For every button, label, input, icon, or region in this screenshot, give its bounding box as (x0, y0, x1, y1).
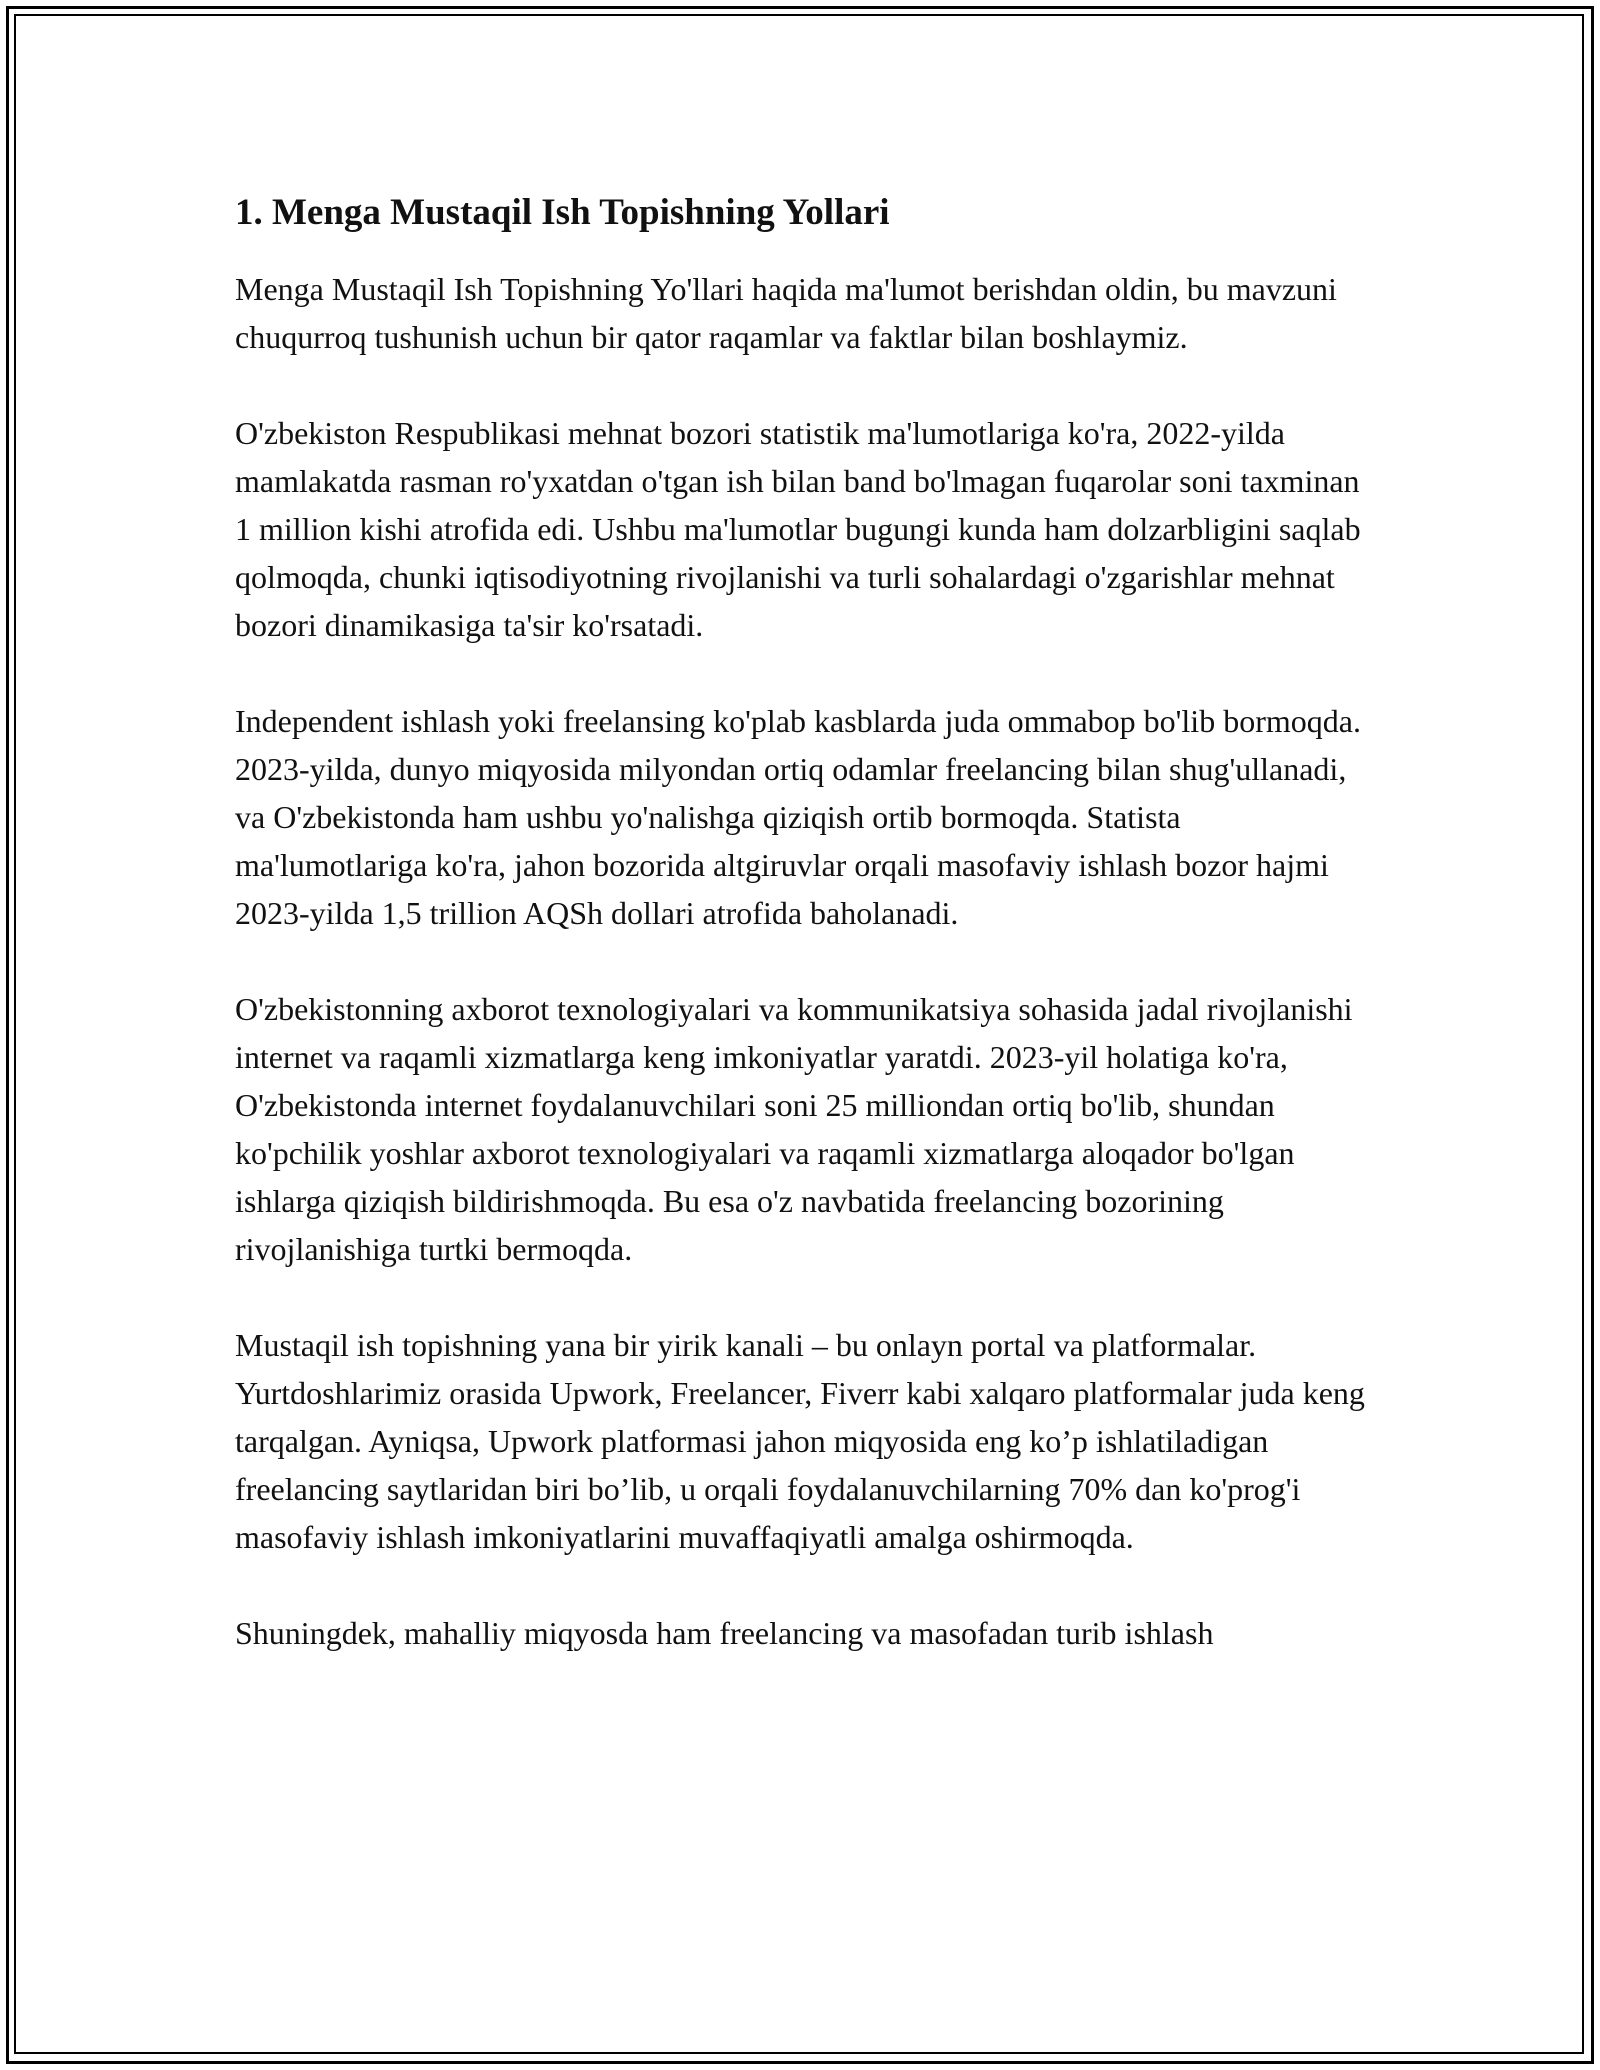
paragraph-labor-market: O'zbekiston Respublikasi mehnat bozori statistik ma'lumotlariga ko'ra, 2022-yilda mamlakatda rasman ro'yxatdan o'tgan ish bilan band bo'lmagan fuqarolar soni taxminan 1 million kishi atrofida edi. Ushbu ma'lumotlar bugungi kunda ham dolzarbligini saqlab qolmoqda, chunki iqtisodiyotning rivojlanishi va turli sohalardagi o'zgarishlar mehnat bozori dinamikasiga ta'sir ko'rsatadi. (235, 415, 1361, 643)
section-heading: 1. Menga Mustaqil Ish Topishning Yollari (235, 192, 890, 233)
paragraph-freelancing-trend: Independent ishlash yoki freelansing ko'plab kasblarda juda ommabop bo'lib bormoqda. 2023-yilda, dunyo miqyosida milyondan ortiq odamlar freelancing bilan shug'ullanadi, va O'zbekistonda ham ushbu yo'nalishga qiziqish ortib bormoqda. Statista ma'lumotlariga ko'ra, jahon bozorida altgiruvlar orqali masofaviy ishlash bozor hajmi 2023-yilda 1,5 trillion AQSh dollari atrofida baholanadi. (235, 703, 1361, 931)
document-body (235, 185, 1365, 1705)
paragraph-platforms: Mustaqil ish topishning yana bir yirik kanali – bu onlayn portal va platformalar. Yurtdoshlarimiz orasida Upwork, Freelancer, Fiverr kabi xalqaro platformalar juda keng tarqalgan. Ayniqsa, Upwork platformasi jahon miqyosida eng ko’p ishlatiladigan freelancing saytlaridan biri bo’lib, u orqali foydalanuvchilarning 70% dan ko'prog'i masofaviy ishlash imkoniyatlarini muvaffaqiyatli amalga oshirmoqda. (235, 1327, 1365, 1555)
paragraph-local: Shuningdek, mahalliy miqyosda ham freelancing va masofadan turib ishlash (235, 1615, 1214, 1651)
paragraph-intro: Menga Mustaqil Ish Topishning Yo'llari haqida ma'lumot berishdan oldin, bu mavzuni chuqurroq tushunish uchun bir qator raqamlar va faktlar bilan boshlaymiz. (235, 271, 1337, 355)
paragraph-it-development: O'zbekistonning axborot texnologiyalari va kommunikatsiya sohasida jadal rivojlanishi internet va raqamli xizmatlarga keng imkoniyatlar yaratdi. 2023-yil holatiga ko'ra, O'zbekistonda internet foydalanuvchilari soni 25 milliondan ortiq bo'lib, shundan ko'pchilik yoshlar axborot texnologiyalari va raqamli xizmatlarga aloqador bo'lgan ishlarga qiziqish bildirishmoqda. Bu esa o'z navbatida freelancing bozorining rivojlanishiga turtki bermoqda. (235, 991, 1353, 1267)
